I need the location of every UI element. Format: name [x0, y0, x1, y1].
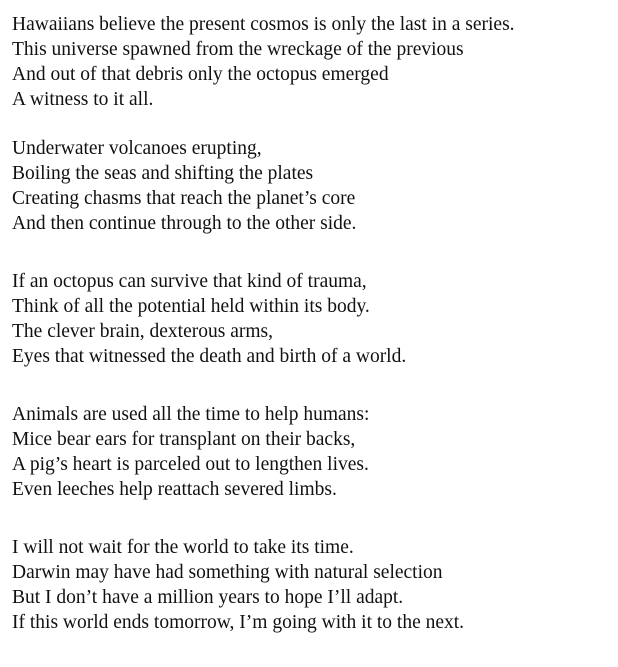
- stanza-5: [12, 535, 612, 635]
- poem-line: Even leeches help reattach severed limbs.: [12, 479, 337, 500]
- poem-line: I will not wait for the world to take its time.: [12, 537, 354, 558]
- poem-line: This universe spawned from the wreckage of the previous: [12, 39, 464, 60]
- poem-line: A pig’s heart is parceled out to lengthen lives.: [12, 454, 369, 475]
- poem-line: Eyes that witnessed the death and birth of a world.: [12, 346, 407, 367]
- stanza-2: [12, 136, 612, 236]
- poem-line: Darwin may have had something with natural selection: [12, 562, 443, 583]
- stanza-1: [12, 12, 612, 112]
- stanza-4: [12, 402, 612, 502]
- poem-line: Think of all the potential held within its body.: [12, 296, 370, 317]
- poem-line: Mice bear ears for transplant on their backs,: [12, 429, 356, 450]
- poem-line: Hawaiians believe the present cosmos is only the last in a series.: [12, 14, 515, 35]
- poem-line: Underwater volcanoes erupting,: [12, 138, 262, 159]
- poem-line: A witness to it all.: [12, 89, 154, 110]
- poem-line: Animals are used all the time to help humans:: [12, 404, 370, 425]
- poem-line: If this world ends tomorrow, I’m going with it to the next.: [12, 612, 465, 633]
- poem-text: [12, 12, 612, 635]
- poem-line: The clever brain, dexterous arms,: [12, 321, 273, 342]
- poem-line: But I don’t have a million years to hope I’ll adapt.: [12, 587, 404, 608]
- stanza-3: [12, 269, 612, 369]
- poem-line: Creating chasms that reach the planet’s core: [12, 188, 356, 209]
- poem-line: Boiling the seas and shifting the plates: [12, 163, 314, 184]
- poem-line: And then continue through to the other side.: [12, 213, 357, 234]
- poem-line: And out of that debris only the octopus emerged: [12, 64, 389, 85]
- poem-line: If an octopus can survive that kind of trauma,: [12, 271, 367, 292]
